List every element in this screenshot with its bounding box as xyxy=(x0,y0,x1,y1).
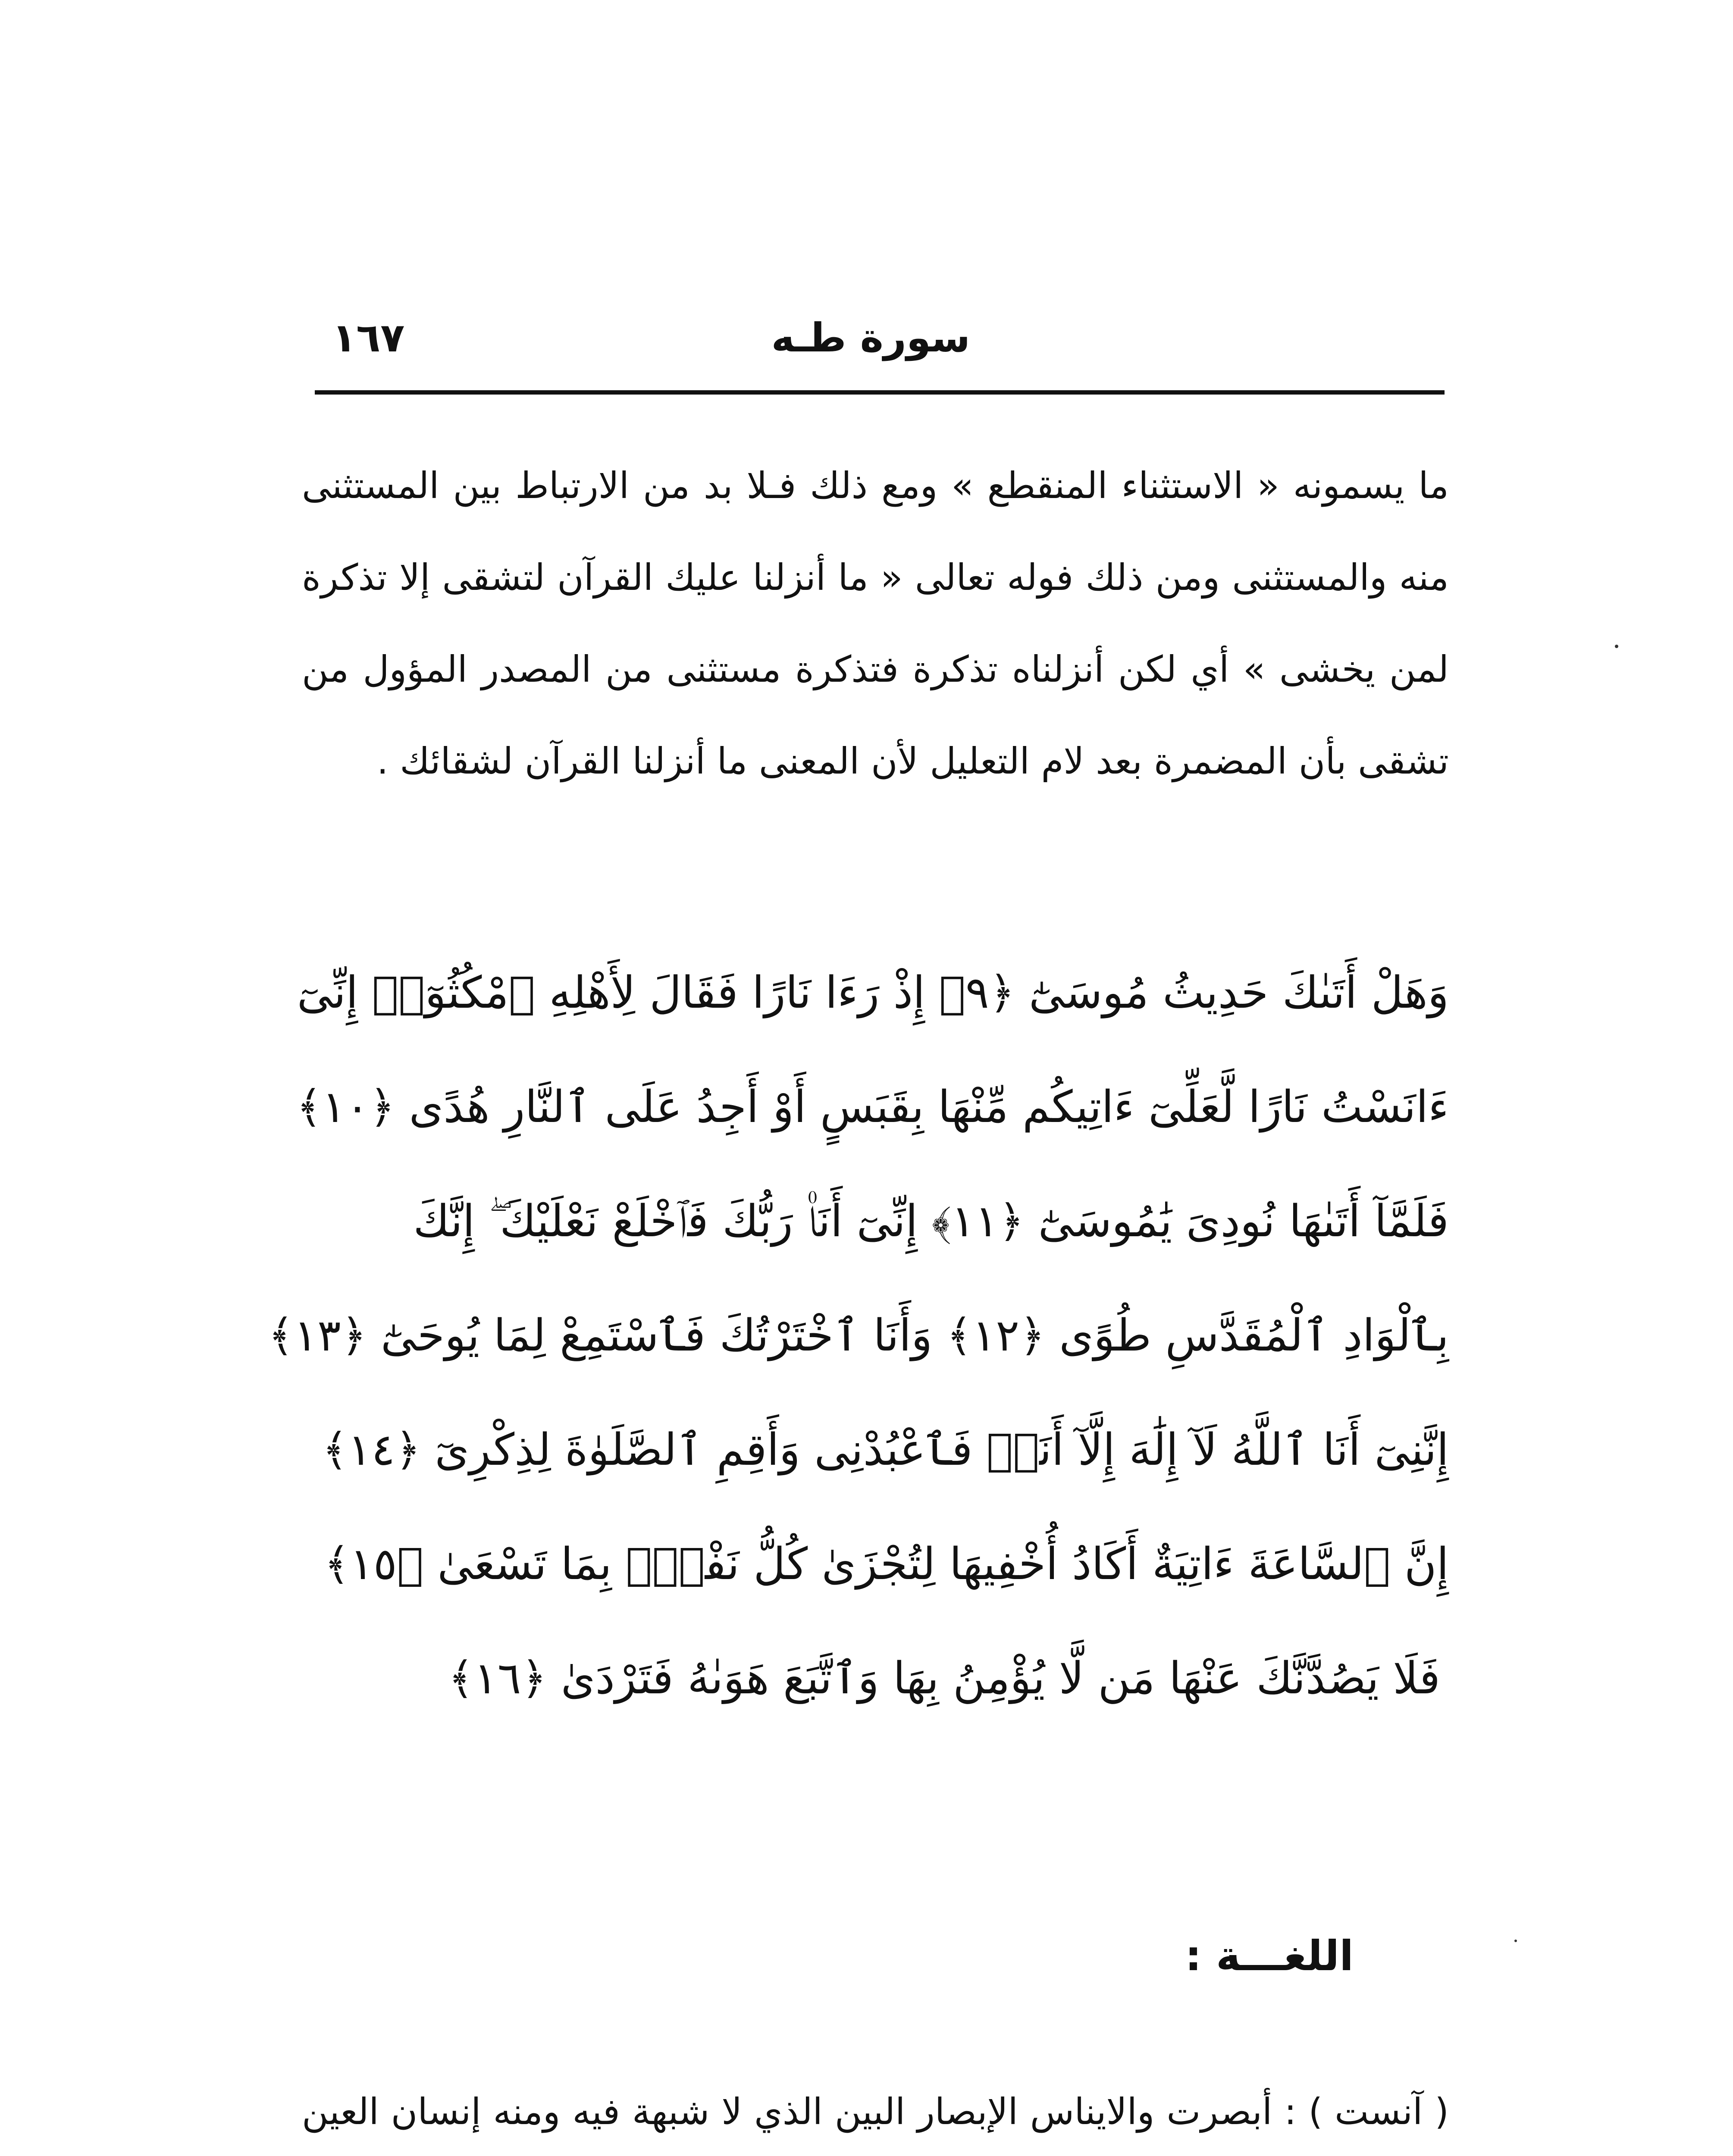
page-number: ١٦٧ xyxy=(332,315,405,361)
section-heading-language: اللغـــة : xyxy=(1185,1932,1354,1980)
commentary-text: ما يسمونه « الاستثناء المنقطع » ومع ذلك فـلا بد من الارتباط بين المستثنى منه والمستثنى ومن ذلك فوله تعالى « ما أنزلنا عليك القرآن لتشقى إلا تذكرة لمن يخشى » أي لكن أنزلناه تذكرة فتذكرة مستثنى من المصدر المؤول من تشقى بأن المضمرة بعد لام التعليل لأن المعنى ما أنزلنا القرآن لشقائك . xyxy=(302,464,1449,782)
quran-verses xyxy=(268,936,1449,1736)
gloss-paragraph xyxy=(302,2065,1449,2156)
verse-line-7: فَلَا يَصُدَّنَّكَ عَنْهَا مَن لَّا يُؤْمِنُ بِهَا وَٱتَّبَعَ هَوَىٰهُ فَتَرْدَىٰ ﴿١٦﴾ xyxy=(448,1653,1440,1704)
verse-line-2: ءَانَسْتُ نَارًا لَّعَلِّىٓ ءَاتِيكُم مِّنْهَا بِقَبَسٍ أَوْ أَجِدُ عَلَى ٱلنَّارِ هُدًى ﴿١٠﴾ xyxy=(296,1081,1449,1133)
verse-line-1: وَهَلْ أَتَىٰكَ حَدِيثُ مُوسَىٰٓ ﴿٩﴾ إِذْ رَءَا نَارًا فَقَالَ لِأَهْلِهِ ٱمْكُثُوٓا۟ إِنِّىٓ xyxy=(297,967,1449,1018)
surah-title: سورة طـه xyxy=(771,315,970,361)
verse-line-5: إِنَّنِىٓ أَنَا ٱللَّهُ لَآ إِلَٰهَ إِلَّآ أَنَا۠ فَٱعْبُدْنِى وَأَقِمِ ٱلصَّلَوٰةَ لِذِكْرِىٓ ﴿١٤﴾ xyxy=(322,1424,1449,1476)
gloss-text: ( آنست ) : أبصرت والايناس الإبصار البين الذي لا شبهة فيه ومنه إنسان العين xyxy=(302,2090,1449,2133)
page-header xyxy=(315,302,1445,388)
verse-line-6: إِنَّ ٱلسَّاعَةَ ءَاتِيَةٌ أَكَادُ أُخْفِيهَا لِتُجْزَىٰ كُلُّ نَفْسٍۭ بِمَا تَسْعَىٰ ﴿١٥﴾ xyxy=(324,1539,1449,1590)
scan-speck xyxy=(1514,1940,1517,1942)
verse-line-3: فَلَمَّآ أَتَىٰهَا نُودِىَ يَٰمُوسَىٰٓ ﴿١١﴾ إِنِّىٓ أَنَا۠ رَبُّكَ فَٱخْلَعْ نَعْلَيْكَ ۖ إِنَّكَ xyxy=(413,1196,1449,1247)
verse-line-4: بِٱلْوَادِ ٱلْمُقَدَّسِ طُوًى ﴿١٢﴾ وَأَنَا ٱخْتَرْتُكَ فَٱسْتَمِعْ لِمَا يُوحَىٰٓ ﴿١٣﴾ xyxy=(268,1310,1449,1361)
scan-speck xyxy=(1615,645,1618,648)
commentary-paragraph xyxy=(302,440,1449,807)
header-rule xyxy=(315,390,1445,395)
